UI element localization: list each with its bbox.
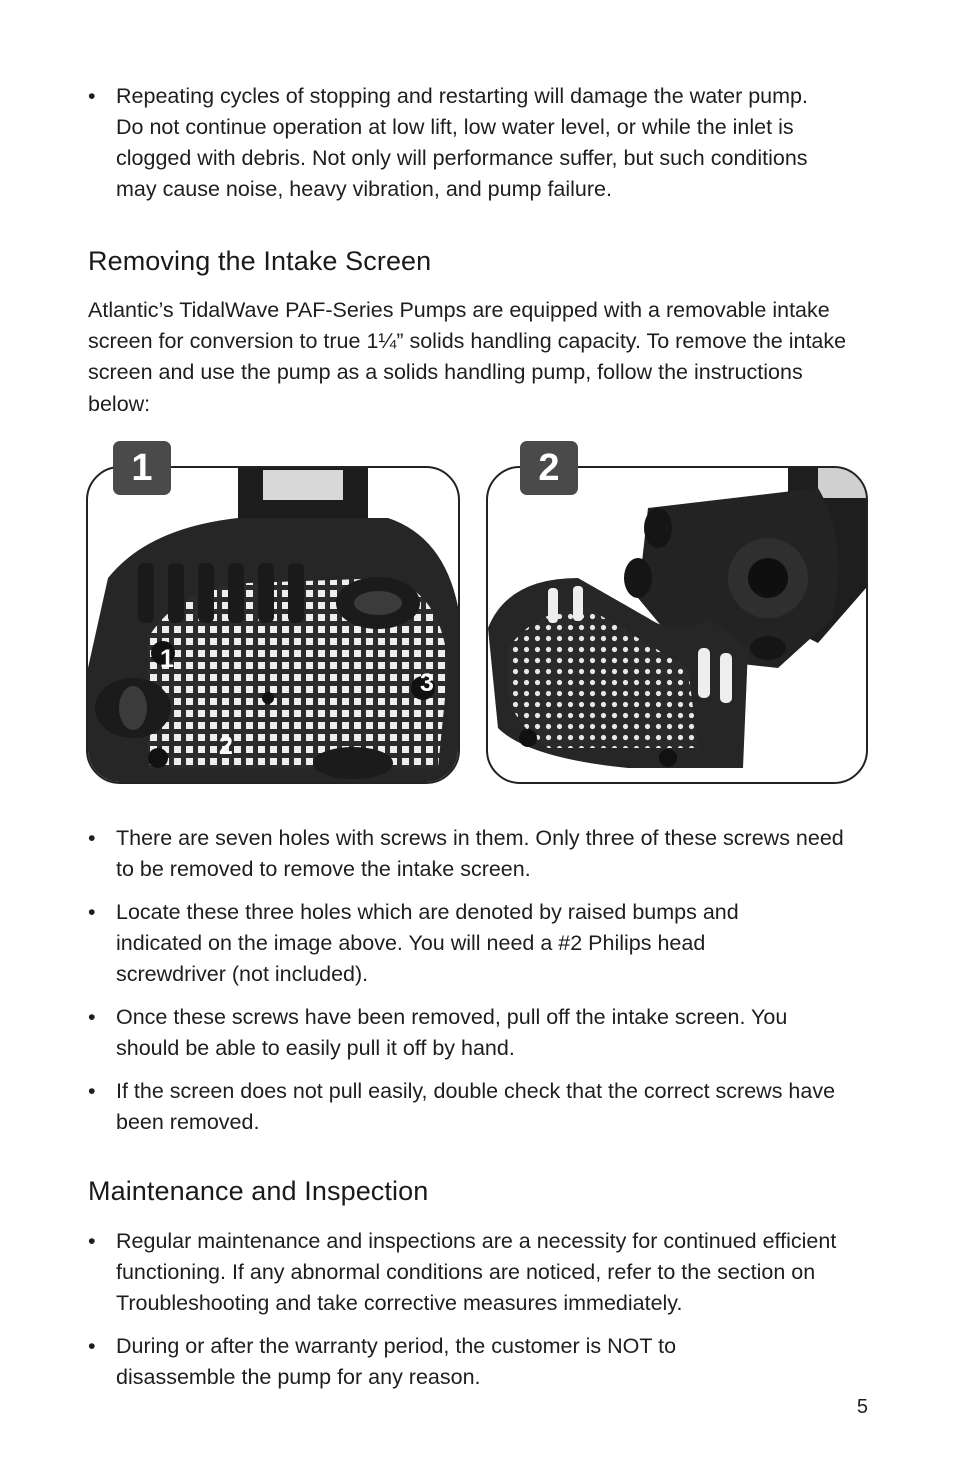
figure-step-1 [86, 466, 460, 784]
section-title-maintenance: Maintenance and Inspection [88, 1176, 429, 1206]
step-badge-1: 1 [113, 441, 171, 495]
bullet-text: Locate these three holes which are denoted by raised bumps and indicated on the image above. You will need a #2 Philips head screwdriver (not included). [116, 900, 739, 986]
figure-step-2 [486, 466, 868, 784]
list-item [88, 1002, 816, 1064]
screw-callout-1: 1 [160, 645, 174, 673]
bullet-glyph: • [88, 1229, 96, 1253]
section-title-intake-screen: Removing the Intake Screen [88, 246, 432, 276]
list-item [88, 1226, 886, 1319]
bullet-text: During or after the warranty period, the customer is NOT to disassemble the pump for any reason. [116, 1334, 677, 1389]
bullet-text: Regular maintenance and inspections are a necessity for continued efficient functioning. If any abnormal conditions are noticed, refer to the section on Troubleshooting and take corrective measures immediately. [116, 1229, 837, 1315]
bullet-glyph: • [88, 1334, 96, 1358]
top-bullet-list [88, 81, 868, 217]
bullet-glyph: • [88, 826, 96, 850]
bullet-glyph: • [88, 1005, 96, 1029]
screw-callout-3: 3 [420, 669, 434, 697]
list-item [88, 81, 836, 205]
page-number: 5 [856, 1396, 868, 1418]
bullet-text: There are seven holes with screws in them. Only three of these screws need to be removed to remove the intake screen. [116, 826, 844, 881]
list-item [88, 897, 816, 990]
bullet-glyph: • [88, 1079, 96, 1103]
intake-bullet-list [88, 823, 868, 1150]
list-item [88, 823, 846, 885]
maintenance-bullet-list [88, 1226, 868, 1405]
intake-intro-paragraph: Atlantic’s TidalWave PAF-Series Pumps are equipped with a removable intake screen for conversion to true 1¼” solids handling capacity. To remove the intake screen and use the pump as a solids handling pump, follow the instructions below: [88, 298, 847, 416]
screw-callout-2: 2 [219, 732, 233, 760]
list-item [88, 1331, 796, 1393]
step-badge-2: 2 [520, 441, 578, 495]
bullet-text: If the screen does not pull easily, double check that the correct screws have been removed. [116, 1079, 836, 1134]
bullet-glyph: • [88, 84, 96, 108]
list-item [88, 1076, 886, 1138]
pump-screen-removed-image [488, 468, 866, 782]
bullet-glyph: • [88, 900, 96, 924]
pump-underside-image [88, 468, 458, 782]
bullet-text: Once these screws have been removed, pull off the intake screen. You should be able to easily pull it off by hand. [116, 1005, 788, 1060]
bullet-text: Repeating cycles of stopping and restarting will damage the water pump. Do not continue operation at low lift, low water level, or while the inlet is clogged with debris. Not only will performance suffer, but such conditions may cause noise, heavy vibration, and pump failure. [116, 84, 808, 201]
